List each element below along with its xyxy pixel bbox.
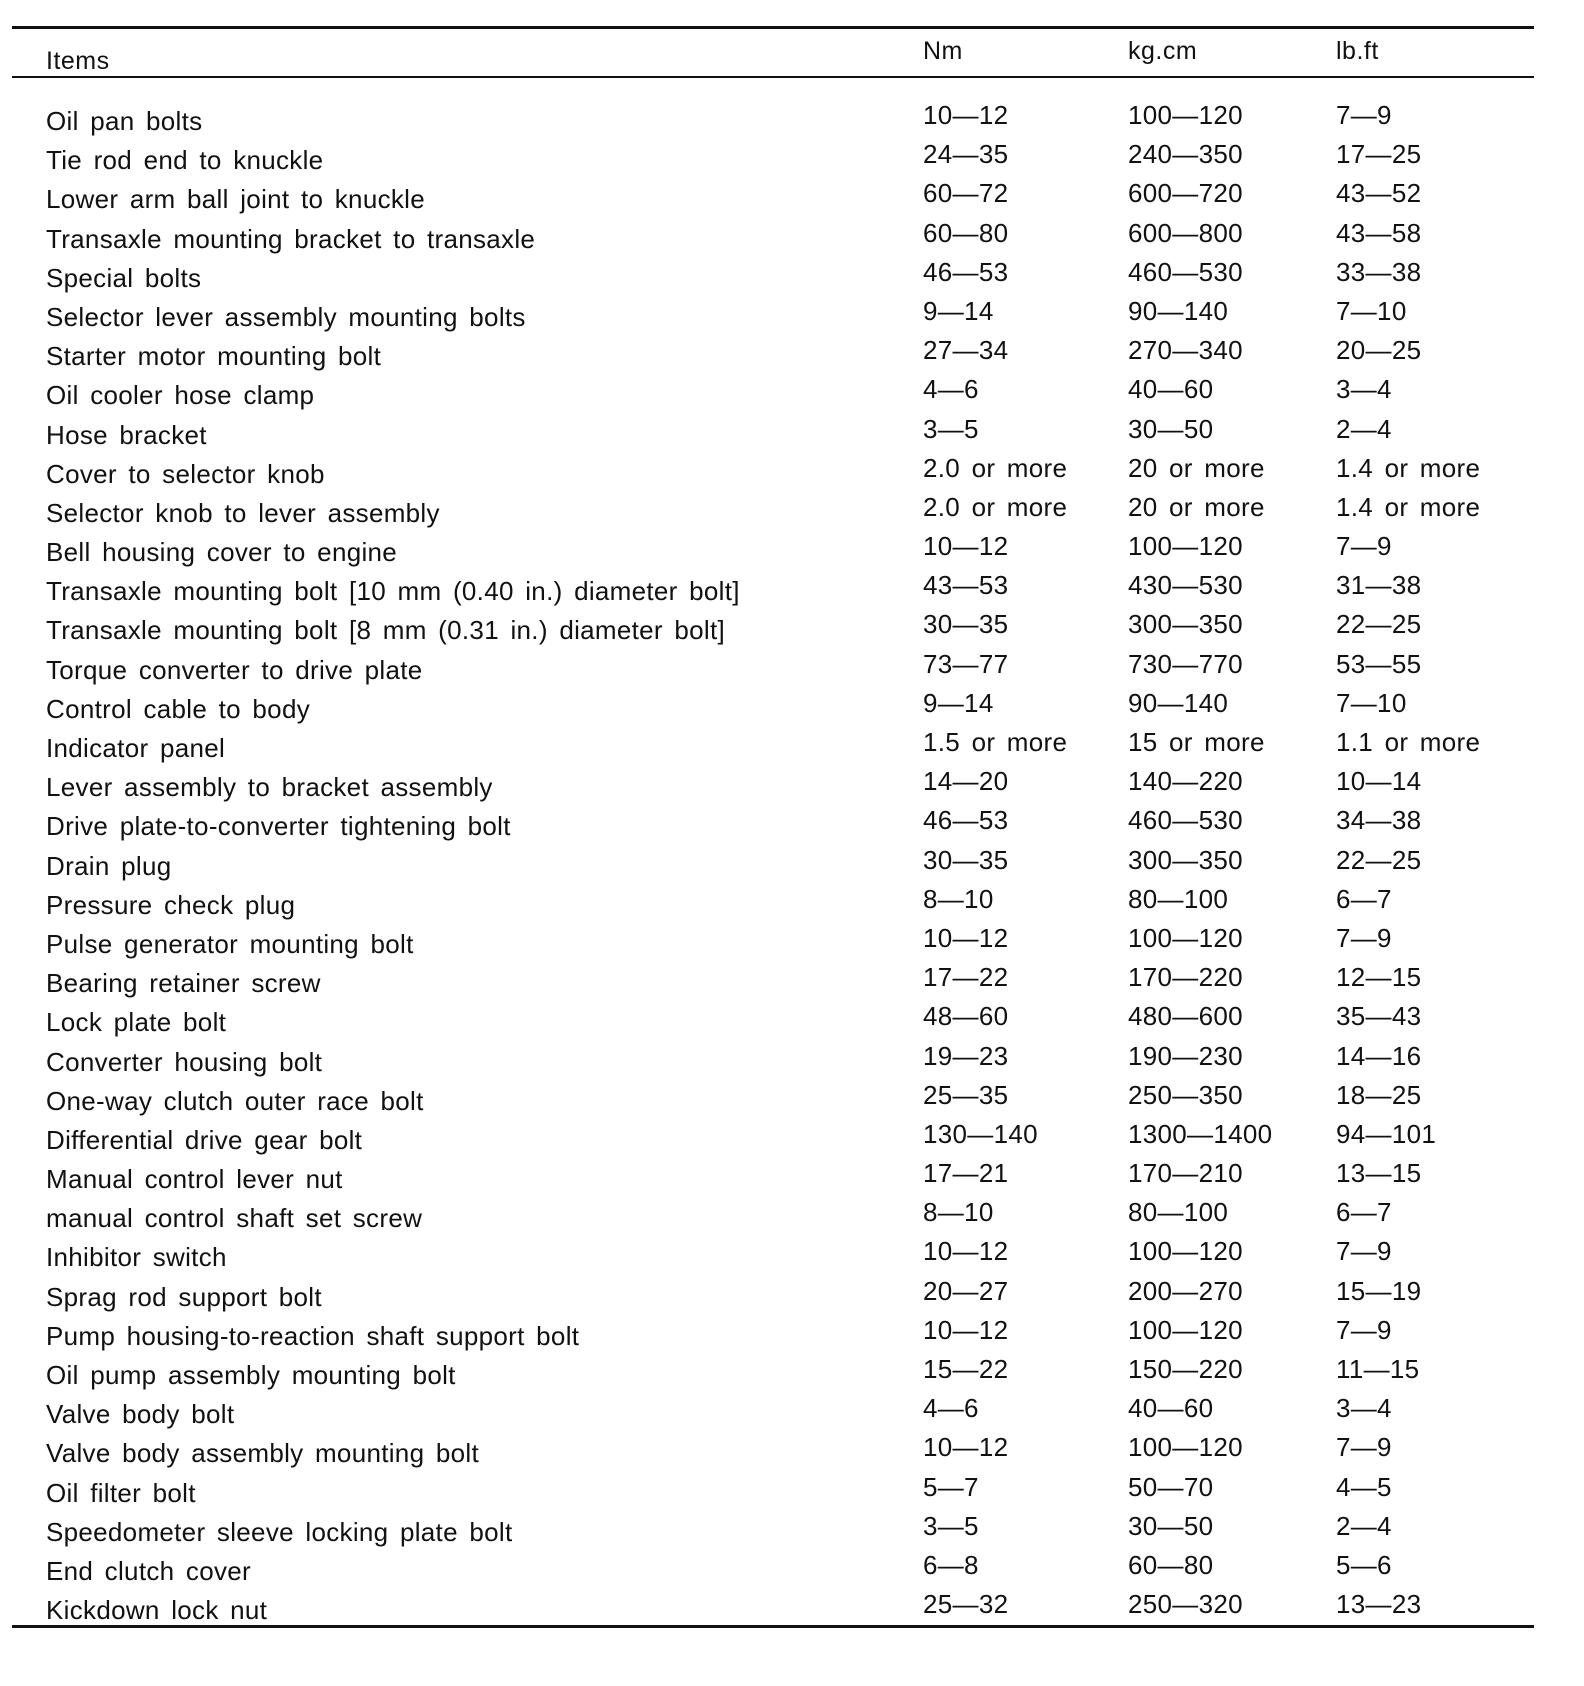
torque-lbft: 3—4 — [1336, 1393, 1392, 1424]
torque-nm: 2.0 or more — [923, 491, 1068, 522]
table-row — [0, 1508, 1584, 1547]
torque-nm: 9—14 — [923, 295, 994, 326]
torque-nm: 25—35 — [923, 1079, 1009, 1110]
item-name: One-way clutch outer race bolt — [46, 1085, 424, 1116]
item-name: Bell housing cover to engine — [46, 537, 398, 568]
torque-lbft: 7—9 — [1336, 922, 1392, 953]
torque-lbft: 10—14 — [1336, 766, 1422, 797]
torque-kgcm: 90—140 — [1128, 295, 1229, 326]
torque-nm: 24—35 — [923, 139, 1009, 170]
item-name: Oil filter bolt — [46, 1477, 196, 1508]
table-row — [0, 1547, 1584, 1586]
table-row — [0, 450, 1584, 489]
torque-lbft: 14—16 — [1336, 1040, 1422, 1071]
torque-nm: 30—35 — [923, 609, 1009, 640]
item-name: Transaxle mounting bolt [10 mm (0.40 in.) diameter bolt] — [46, 576, 740, 607]
torque-kgcm: 100—120 — [1128, 1314, 1243, 1345]
torque-kgcm: 30—50 — [1128, 413, 1214, 444]
torque-lbft: 15—19 — [1336, 1275, 1422, 1306]
torque-lbft: 34—38 — [1336, 805, 1422, 836]
torque-nm: 30—35 — [923, 844, 1009, 875]
torque-nm: 3—5 — [923, 1510, 979, 1541]
torque-lbft: 7—9 — [1336, 100, 1392, 130]
table-row — [0, 97, 1584, 136]
table-row — [0, 1429, 1584, 1468]
torque-kgcm: 730—770 — [1128, 648, 1243, 679]
torque-lbft: 13—23 — [1336, 1589, 1422, 1620]
torque-lbft: 7—9 — [1336, 1314, 1392, 1345]
torque-nm: 25—32 — [923, 1589, 1009, 1620]
torque-kgcm: 460—530 — [1128, 256, 1243, 287]
torque-lbft: 3—4 — [1336, 374, 1392, 405]
torque-kgcm: 190—230 — [1128, 1040, 1243, 1071]
table-row — [0, 1390, 1584, 1429]
torque-lbft: 2—4 — [1336, 1510, 1392, 1541]
torque-kgcm: 100—120 — [1128, 1236, 1243, 1267]
table-row — [0, 998, 1584, 1037]
item-name: Selector knob to lever assembly — [46, 497, 440, 528]
torque-lbft: 12—15 — [1336, 962, 1422, 993]
torque-nm: 10—12 — [923, 1236, 1009, 1267]
torque-nm: 46—53 — [923, 256, 1009, 287]
header-items: Items — [46, 47, 110, 75]
item-name: Pressure check plug — [46, 889, 296, 920]
table-row — [0, 1194, 1584, 1233]
item-name: Drive plate-to-converter tightening bolt — [46, 811, 511, 842]
torque-kgcm: 460—530 — [1128, 805, 1243, 836]
table-row — [0, 1312, 1584, 1351]
item-name: manual control shaft set screw — [46, 1203, 423, 1234]
item-name: Control cable to body — [46, 693, 311, 724]
table-bottom-rule — [12, 1625, 1534, 1628]
torque-kgcm: 15 or more — [1128, 727, 1265, 757]
torque-nm: 73—77 — [923, 648, 1009, 679]
table-row — [0, 1116, 1584, 1155]
item-name: Differential drive gear bolt — [46, 1124, 363, 1155]
table-row — [0, 1038, 1584, 1077]
torque-kgcm: 80—100 — [1128, 883, 1229, 914]
table-row — [0, 332, 1584, 371]
torque-lbft: 1.4 or more — [1336, 491, 1481, 522]
torque-nm: 20—27 — [923, 1275, 1009, 1306]
item-name: Bearing retainer screw — [46, 968, 321, 999]
table-row — [0, 606, 1584, 645]
item-name: Converter housing bolt — [46, 1046, 323, 1077]
item-name: Torque converter to drive plate — [46, 654, 423, 685]
torque-lbft: 7—9 — [1336, 531, 1392, 562]
table-row — [0, 489, 1584, 528]
torque-nm: 4—6 — [923, 1393, 979, 1424]
torque-nm: 6—8 — [923, 1549, 979, 1580]
item-name: Oil pump assembly mounting bolt — [46, 1360, 456, 1390]
torque-lbft: 22—25 — [1336, 609, 1422, 640]
table-row — [0, 1155, 1584, 1194]
table-row — [0, 724, 1584, 763]
item-name: Special bolts — [46, 262, 202, 293]
table-row — [0, 920, 1584, 959]
item-name: Transaxle mounting bracket to transaxle — [46, 223, 536, 254]
torque-kgcm: 170—210 — [1128, 1158, 1243, 1189]
table-row — [0, 411, 1584, 450]
torque-kgcm: 300—350 — [1128, 609, 1243, 640]
torque-lbft: 1.4 or more — [1336, 452, 1481, 483]
torque-kgcm: 40—60 — [1128, 1393, 1214, 1424]
item-name: Kickdown lock nut — [46, 1595, 268, 1626]
torque-nm: 130—140 — [923, 1118, 1038, 1149]
item-name: Tie rod end to knuckle — [46, 145, 324, 176]
torque-kgcm: 100—120 — [1128, 531, 1243, 562]
torque-lbft: 5—6 — [1336, 1549, 1392, 1580]
item-name: Pulse generator mounting bolt — [46, 928, 414, 959]
torque-nm: 19—23 — [923, 1040, 1009, 1071]
torque-lbft: 4—5 — [1336, 1471, 1392, 1502]
torque-lbft: 13—15 — [1336, 1158, 1422, 1189]
torque-table-body — [0, 97, 1584, 1625]
torque-lbft: 43—58 — [1336, 217, 1422, 248]
table-row — [0, 763, 1584, 802]
item-name: Speedometer sleeve locking plate bolt — [46, 1516, 513, 1547]
header-rule — [12, 76, 1534, 78]
torque-kgcm: 250—320 — [1128, 1589, 1243, 1620]
torque-lbft: 43—52 — [1336, 178, 1422, 209]
table-row — [0, 293, 1584, 332]
item-name: Indicator panel — [46, 733, 226, 763]
torque-kgcm: 270—340 — [1128, 335, 1243, 366]
torque-lbft: 94—101 — [1336, 1118, 1437, 1149]
item-name: Selector lever assembly mounting bolts — [46, 301, 526, 332]
header-nm: Nm — [923, 37, 963, 65]
torque-kgcm: 150—220 — [1128, 1354, 1243, 1384]
torque-lbft: 6—7 — [1336, 883, 1392, 914]
torque-kgcm: 100—120 — [1128, 922, 1243, 953]
table-row — [0, 1351, 1584, 1390]
torque-nm: 15—22 — [923, 1354, 1009, 1384]
torque-kgcm: 80—100 — [1128, 1197, 1229, 1228]
torque-kgcm: 170—220 — [1128, 962, 1243, 993]
torque-nm: 1.5 or more — [923, 727, 1068, 757]
table-row — [0, 136, 1584, 175]
item-name: Sprag rod support bolt — [46, 1281, 322, 1312]
item-name: Cover to selector knob — [46, 458, 325, 489]
item-name: End clutch cover — [46, 1555, 252, 1586]
torque-nm: 8—10 — [923, 1197, 994, 1228]
item-name: Transaxle mounting bolt [8 mm (0.31 in.) diameter bolt] — [46, 615, 726, 646]
table-row — [0, 802, 1584, 841]
torque-lbft: 53—55 — [1336, 648, 1422, 679]
torque-kgcm: 200—270 — [1128, 1275, 1243, 1306]
item-name: Oil cooler hose clamp — [46, 380, 315, 411]
item-name: Hose bracket — [46, 419, 207, 450]
torque-lbft: 7—10 — [1336, 295, 1407, 326]
torque-nm: 60—80 — [923, 217, 1009, 248]
table-row — [0, 1469, 1584, 1508]
torque-lbft: 20—25 — [1336, 335, 1422, 366]
torque-lbft: 6—7 — [1336, 1197, 1392, 1228]
torque-kgcm: 30—50 — [1128, 1510, 1214, 1541]
torque-nm: 46—53 — [923, 805, 1009, 836]
torque-nm: 14—20 — [923, 766, 1009, 797]
torque-nm: 5—7 — [923, 1471, 979, 1502]
item-name: Starter motor mounting bolt — [46, 341, 382, 372]
item-name: Manual control lever nut — [46, 1164, 343, 1195]
item-name: Valve body assembly mounting bolt — [46, 1438, 479, 1469]
torque-nm: 10—12 — [923, 922, 1009, 953]
header-kgcm: kg.cm — [1128, 37, 1198, 65]
torque-lbft: 17—25 — [1336, 139, 1422, 170]
torque-kgcm: 1300—1400 — [1128, 1118, 1273, 1149]
torque-nm: 10—12 — [923, 1314, 1009, 1345]
torque-kgcm: 60—80 — [1128, 1549, 1214, 1580]
torque-lbft: 1.1 or more — [1336, 727, 1481, 757]
torque-lbft: 2—4 — [1336, 413, 1392, 444]
table-row — [0, 881, 1584, 920]
item-name: Pump housing-to-reaction shaft support bolt — [46, 1320, 580, 1351]
table-row — [0, 1077, 1584, 1116]
torque-kgcm: 300—350 — [1128, 844, 1243, 875]
torque-kgcm: 600—800 — [1128, 217, 1243, 248]
item-name: Valve body bolt — [46, 1399, 235, 1430]
torque-lbft: 33—38 — [1336, 256, 1422, 287]
table-row — [0, 567, 1584, 606]
torque-kgcm: 50—70 — [1128, 1471, 1214, 1502]
torque-kgcm: 40—60 — [1128, 374, 1214, 405]
torque-kgcm: 90—140 — [1128, 687, 1229, 718]
table-row — [0, 215, 1584, 254]
torque-lbft: 18—25 — [1336, 1079, 1422, 1110]
torque-kgcm: 480—600 — [1128, 1001, 1243, 1032]
table-row — [0, 1273, 1584, 1312]
torque-kgcm: 20 or more — [1128, 491, 1265, 522]
item-name: Inhibitor switch — [46, 1242, 227, 1273]
torque-nm: 10—12 — [923, 531, 1009, 562]
item-name: Lower arm ball joint to knuckle — [46, 184, 426, 215]
item-name: Lever assembly to bracket assembly — [46, 772, 493, 803]
torque-nm: 43—53 — [923, 570, 1009, 601]
torque-nm: 60—72 — [923, 178, 1009, 209]
table-row — [0, 254, 1584, 293]
item-name: Lock plate bolt — [46, 1007, 227, 1038]
torque-nm: 17—21 — [923, 1158, 1009, 1189]
torque-lbft: 7—9 — [1336, 1432, 1392, 1463]
torque-kgcm: 20 or more — [1128, 452, 1265, 483]
table-row — [0, 528, 1584, 567]
torque-lbft: 7—10 — [1336, 687, 1407, 718]
table-row — [0, 371, 1584, 410]
torque-kgcm: 100—120 — [1128, 1432, 1243, 1463]
torque-nm: 4—6 — [923, 374, 979, 405]
torque-nm: 3—5 — [923, 413, 979, 444]
torque-nm: 48—60 — [923, 1001, 1009, 1032]
torque-nm: 9—14 — [923, 687, 994, 718]
table-row — [0, 175, 1584, 214]
torque-nm: 27—34 — [923, 335, 1009, 366]
torque-kgcm: 600—720 — [1128, 178, 1243, 209]
torque-kgcm: 240—350 — [1128, 139, 1243, 170]
torque-lbft: 22—25 — [1336, 844, 1422, 875]
torque-kgcm: 430—530 — [1128, 570, 1243, 601]
torque-kgcm: 140—220 — [1128, 766, 1243, 797]
torque-nm: 10—12 — [923, 100, 1009, 130]
table-row — [0, 646, 1584, 685]
table-row — [0, 959, 1584, 998]
torque-lbft: 31—38 — [1336, 570, 1422, 601]
item-name: Drain plug — [46, 850, 172, 881]
torque-nm: 17—22 — [923, 962, 1009, 993]
table-top-rule — [12, 26, 1534, 29]
torque-lbft: 7—9 — [1336, 1236, 1392, 1267]
torque-kgcm: 250—350 — [1128, 1079, 1243, 1110]
table-row — [0, 1586, 1584, 1625]
torque-lbft: 35—43 — [1336, 1001, 1422, 1032]
torque-nm: 10—12 — [923, 1432, 1009, 1463]
table-row — [0, 685, 1584, 724]
torque-nm: 8—10 — [923, 883, 994, 914]
torque-kgcm: 100—120 — [1128, 100, 1243, 130]
item-name: Oil pan bolts — [46, 106, 203, 136]
torque-lbft: 11—15 — [1336, 1354, 1420, 1384]
table-row — [0, 842, 1584, 881]
header-lbft: lb.ft — [1336, 37, 1379, 65]
torque-nm: 2.0 or more — [923, 452, 1068, 483]
table-row — [0, 1233, 1584, 1272]
